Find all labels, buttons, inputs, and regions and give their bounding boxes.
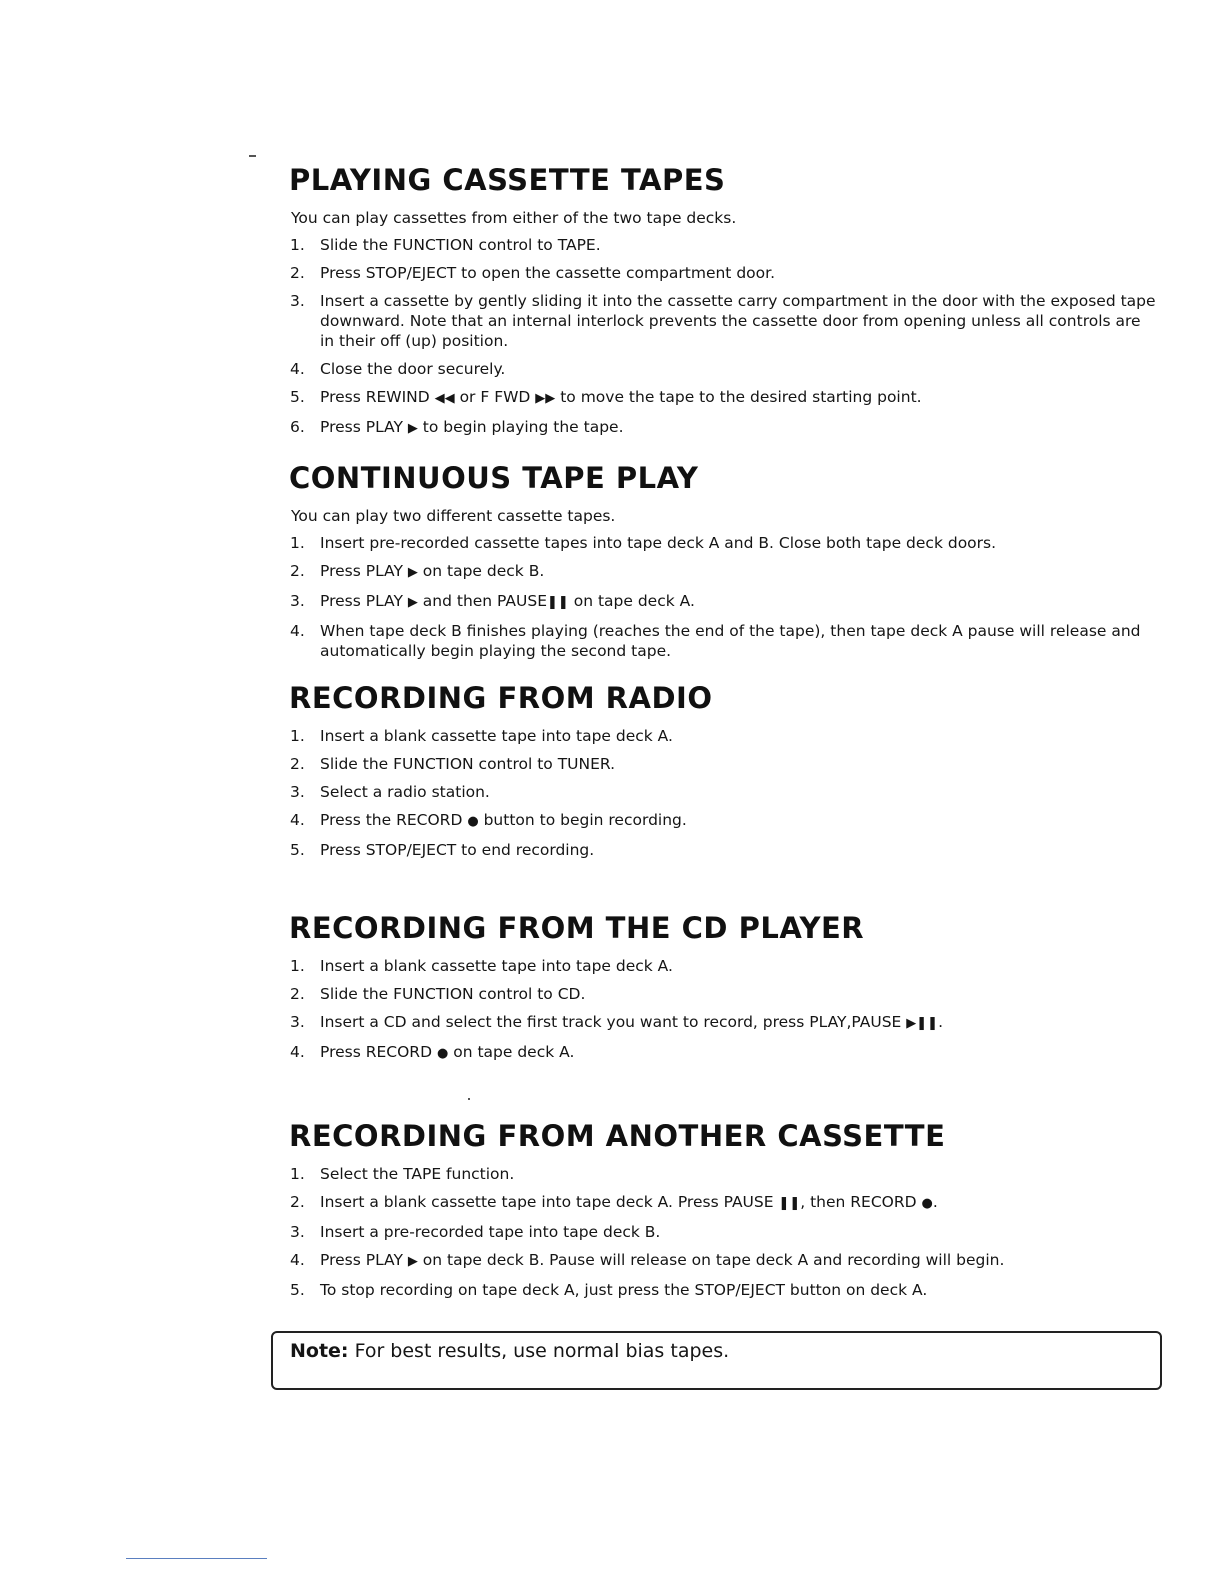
steps-list — [289, 533, 1159, 661]
step-item — [289, 1280, 1159, 1300]
step-text: on tape deck B. Pause will release on tape deck A and recording will begin. — [417, 1251, 1005, 1269]
step-number: 3. — [290, 292, 305, 310]
step-item — [289, 754, 1159, 774]
step-number: 4. — [290, 811, 305, 829]
step-item — [289, 782, 1159, 802]
step-text: Insert a blank cassette tape into tape deck A. — [320, 957, 673, 975]
step-text: or F FWD — [454, 388, 536, 406]
step-text: Insert a cassette by gently sliding it into the cassette carry compartment in the door with the exposed tape downward. Note that an internal interlock prevents the cassette door from opening unless all controls are in their off (up) position. — [320, 292, 1156, 350]
step-text: Press RECORD — [320, 1043, 437, 1061]
steps-list — [289, 235, 1159, 439]
step-text: When tape deck B finishes playing (reaches the end of the tape), then tape deck A pause will release and automatically begin playing the second tape. — [320, 622, 1141, 660]
step-item — [289, 1250, 1159, 1272]
step-number: 6. — [290, 418, 305, 436]
note-text — [290, 1339, 729, 1363]
steps-list — [289, 956, 1159, 1064]
step-number: 4. — [290, 1043, 305, 1061]
step-item — [289, 263, 1159, 283]
step-number: 5. — [290, 841, 305, 859]
step-item — [289, 359, 1159, 379]
note-box — [271, 1331, 1162, 1390]
record-icon: ● — [436, 1046, 449, 1061]
play-icon: ▶ — [407, 421, 418, 436]
section-recording-from-radio — [289, 681, 1159, 868]
section-continuous-tape-play — [289, 461, 1159, 669]
section-heading: RECORDING FROM THE CD PLAYER — [289, 911, 865, 945]
record-icon: ● — [921, 1196, 933, 1211]
section-recording-from-another-cassette — [289, 1119, 1159, 1308]
step-number: 3. — [290, 783, 305, 801]
step-text: Press PLAY — [320, 562, 408, 580]
step-number: 3. — [290, 1223, 305, 1241]
step-item — [289, 840, 1159, 860]
step-text: Slide the FUNCTION control to TUNER. — [320, 755, 616, 773]
step-number: 4. — [290, 1251, 305, 1269]
step-item — [289, 1192, 1159, 1214]
section-intro: You can play two different cassette tapes. — [291, 507, 616, 525]
step-item — [289, 984, 1159, 1004]
section-intro: You can play cassettes from either of the two tape decks. — [291, 209, 737, 227]
step-item — [289, 956, 1159, 976]
steps-list — [289, 726, 1159, 860]
step-text: button to begin recording. — [478, 811, 687, 829]
note-body: For best results, use normal bias tapes. — [348, 1340, 730, 1362]
section-heading: RECORDING FROM ANOTHER CASSETTE — [289, 1119, 946, 1153]
pause-icon: ❚❚ — [547, 595, 569, 610]
step-text: Press REWIND — [320, 388, 435, 406]
play-icon: ▶ — [407, 1254, 418, 1269]
step-text: Insert a blank cassette tape into tape deck A. Press PAUSE — [320, 1193, 779, 1211]
footer-rule — [126, 1558, 267, 1559]
step-item — [289, 591, 1159, 613]
step-number: 3. — [290, 592, 305, 610]
section-heading: PLAYING CASSETTE TAPES — [289, 163, 726, 197]
step-number: 4. — [290, 622, 305, 640]
step-text: Slide the FUNCTION control to TAPE. — [320, 236, 601, 254]
step-text: Insert a CD and select the first track you want to record, press PLAY,PAUSE — [320, 1013, 907, 1031]
step-text: Press STOP/EJECT to open the cassette compartment door. — [320, 264, 775, 282]
step-number: 2. — [290, 264, 305, 282]
step-item — [289, 417, 1159, 439]
step-number: 5. — [290, 388, 305, 406]
step-text: Slide the FUNCTION control to CD. — [320, 985, 586, 1003]
section-heading: CONTINUOUS TAPE PLAY — [289, 461, 699, 495]
step-text: Press PLAY — [320, 592, 408, 610]
step-text: Insert a pre-recorded tape into tape deck B. — [320, 1223, 661, 1241]
step-number: 2. — [290, 755, 305, 773]
rewind-icon: ◀◀ — [434, 391, 455, 406]
step-text: . — [932, 1193, 938, 1211]
step-text: Close the door securely. — [320, 360, 506, 378]
play-pause-icon: ▶❚❚ — [906, 1016, 939, 1031]
step-item — [289, 1222, 1159, 1242]
step-item — [289, 291, 1159, 351]
step-item — [289, 235, 1159, 255]
step-text: Press PLAY — [320, 418, 408, 436]
step-text: Select a radio station. — [320, 783, 490, 801]
step-item — [289, 810, 1159, 832]
step-number: 3. — [290, 1013, 305, 1031]
step-number: 1. — [290, 534, 305, 552]
step-number: 4. — [290, 360, 305, 378]
step-item — [289, 1012, 1159, 1034]
step-number: 1. — [290, 727, 305, 745]
margin-mark — [249, 155, 256, 157]
step-item — [289, 1164, 1159, 1184]
step-item — [289, 726, 1159, 746]
play-icon: ▶ — [407, 565, 418, 580]
fast-forward-icon: ▶▶ — [535, 391, 556, 406]
step-text: Press the RECORD — [320, 811, 468, 829]
step-number: 2. — [290, 985, 305, 1003]
step-text: Press PLAY — [320, 1251, 408, 1269]
steps-list — [289, 1164, 1159, 1300]
step-item — [289, 1042, 1159, 1064]
step-number: 1. — [290, 236, 305, 254]
step-text: on tape deck B. — [417, 562, 545, 580]
step-item — [289, 387, 1159, 409]
step-text: To stop recording on tape deck A, just press the STOP/EJECT button on deck A. — [320, 1281, 928, 1299]
step-text: and then PAUSE — [417, 592, 547, 610]
note-label: Note: — [290, 1340, 349, 1362]
step-text: Insert pre-recorded cassette tapes into tape deck A and B. Close both tape deck doors. — [320, 534, 997, 552]
step-text: Press STOP/EJECT to end recording. — [320, 841, 595, 859]
step-number: 1. — [290, 957, 305, 975]
play-icon: ▶ — [407, 595, 418, 610]
step-text: to begin playing the tape. — [417, 418, 624, 436]
step-text: to move the tape to the desired starting point. — [555, 388, 922, 406]
step-item — [289, 533, 1159, 553]
section-recording-from-cd-player — [289, 911, 1159, 1072]
step-text: , then RECORD — [800, 1193, 922, 1211]
section-heading: RECORDING FROM RADIO — [289, 681, 713, 715]
step-item — [289, 561, 1159, 583]
record-icon: ● — [467, 814, 479, 829]
step-text: on tape deck A. — [448, 1043, 575, 1061]
step-number: 5. — [290, 1281, 305, 1299]
step-text: . — [938, 1013, 943, 1031]
step-text: on tape deck A. — [568, 592, 695, 610]
step-number: 2. — [290, 562, 305, 580]
step-item — [289, 621, 1159, 661]
scan-speck — [468, 1098, 470, 1100]
step-text: Insert a blank cassette tape into tape deck A. — [320, 727, 673, 745]
step-number: 1. — [290, 1165, 305, 1183]
pause-icon: ❚❚ — [778, 1196, 801, 1211]
step-number: 2. — [290, 1193, 305, 1211]
section-playing-cassette-tapes — [289, 163, 1159, 447]
step-text: Select the TAPE function. — [320, 1165, 515, 1183]
